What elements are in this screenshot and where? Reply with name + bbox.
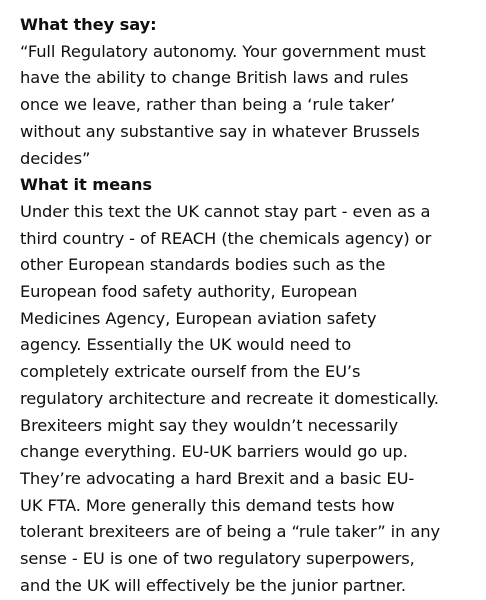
text-line: UK FTA. More generally this demand tests how [20,495,395,515]
section-heading-what-they-say: What they say: [20,15,157,34]
text-line: third country - of REACH (the chemicals agency) or [20,228,432,248]
text-line: other European standards bodies such as the [20,255,386,275]
section-heading-what-it-means: What it means [20,175,152,195]
text-line: completely extricate ourself from the EU’s [20,362,361,382]
text-line: Medicines Agency, European aviation safety [20,308,377,328]
text-line: and the UK will effectively be the junior partner. [20,575,406,595]
text-line: tolerant brexiteers are of being a “rule taker” in any [20,522,441,542]
text-line: agency. Essentially the UK would need to [20,335,352,355]
text-line: “Full Regulatory autonomy. Your government must [20,41,426,61]
quote-paragraph [20,39,476,173]
text-line: Under this text the UK cannot stay part - even as a [20,201,431,221]
text-line: Brexiteers might say they wouldn’t necessarily [20,415,399,435]
text-line: without any substantive say in whatever Brussels [20,121,420,141]
text-line: regulatory architecture and recreate it domestically. [20,388,439,408]
note-body [20,12,476,599]
text-line: once we leave, rather than being a ‘rule taker’ [20,95,396,115]
text-line: They’re advocating a hard Brexit and a basic EU- [20,468,415,488]
text-line: decides” [20,148,91,168]
explanation-paragraph [20,199,476,600]
text-line: change everything. EU-UK barriers would go up. [20,442,408,462]
text-line: European food safety authority, European [20,282,358,302]
text-line: have the ability to change British laws and rules [20,68,409,88]
text-line: sense - EU is one of two regulatory superpowers, [20,549,415,569]
